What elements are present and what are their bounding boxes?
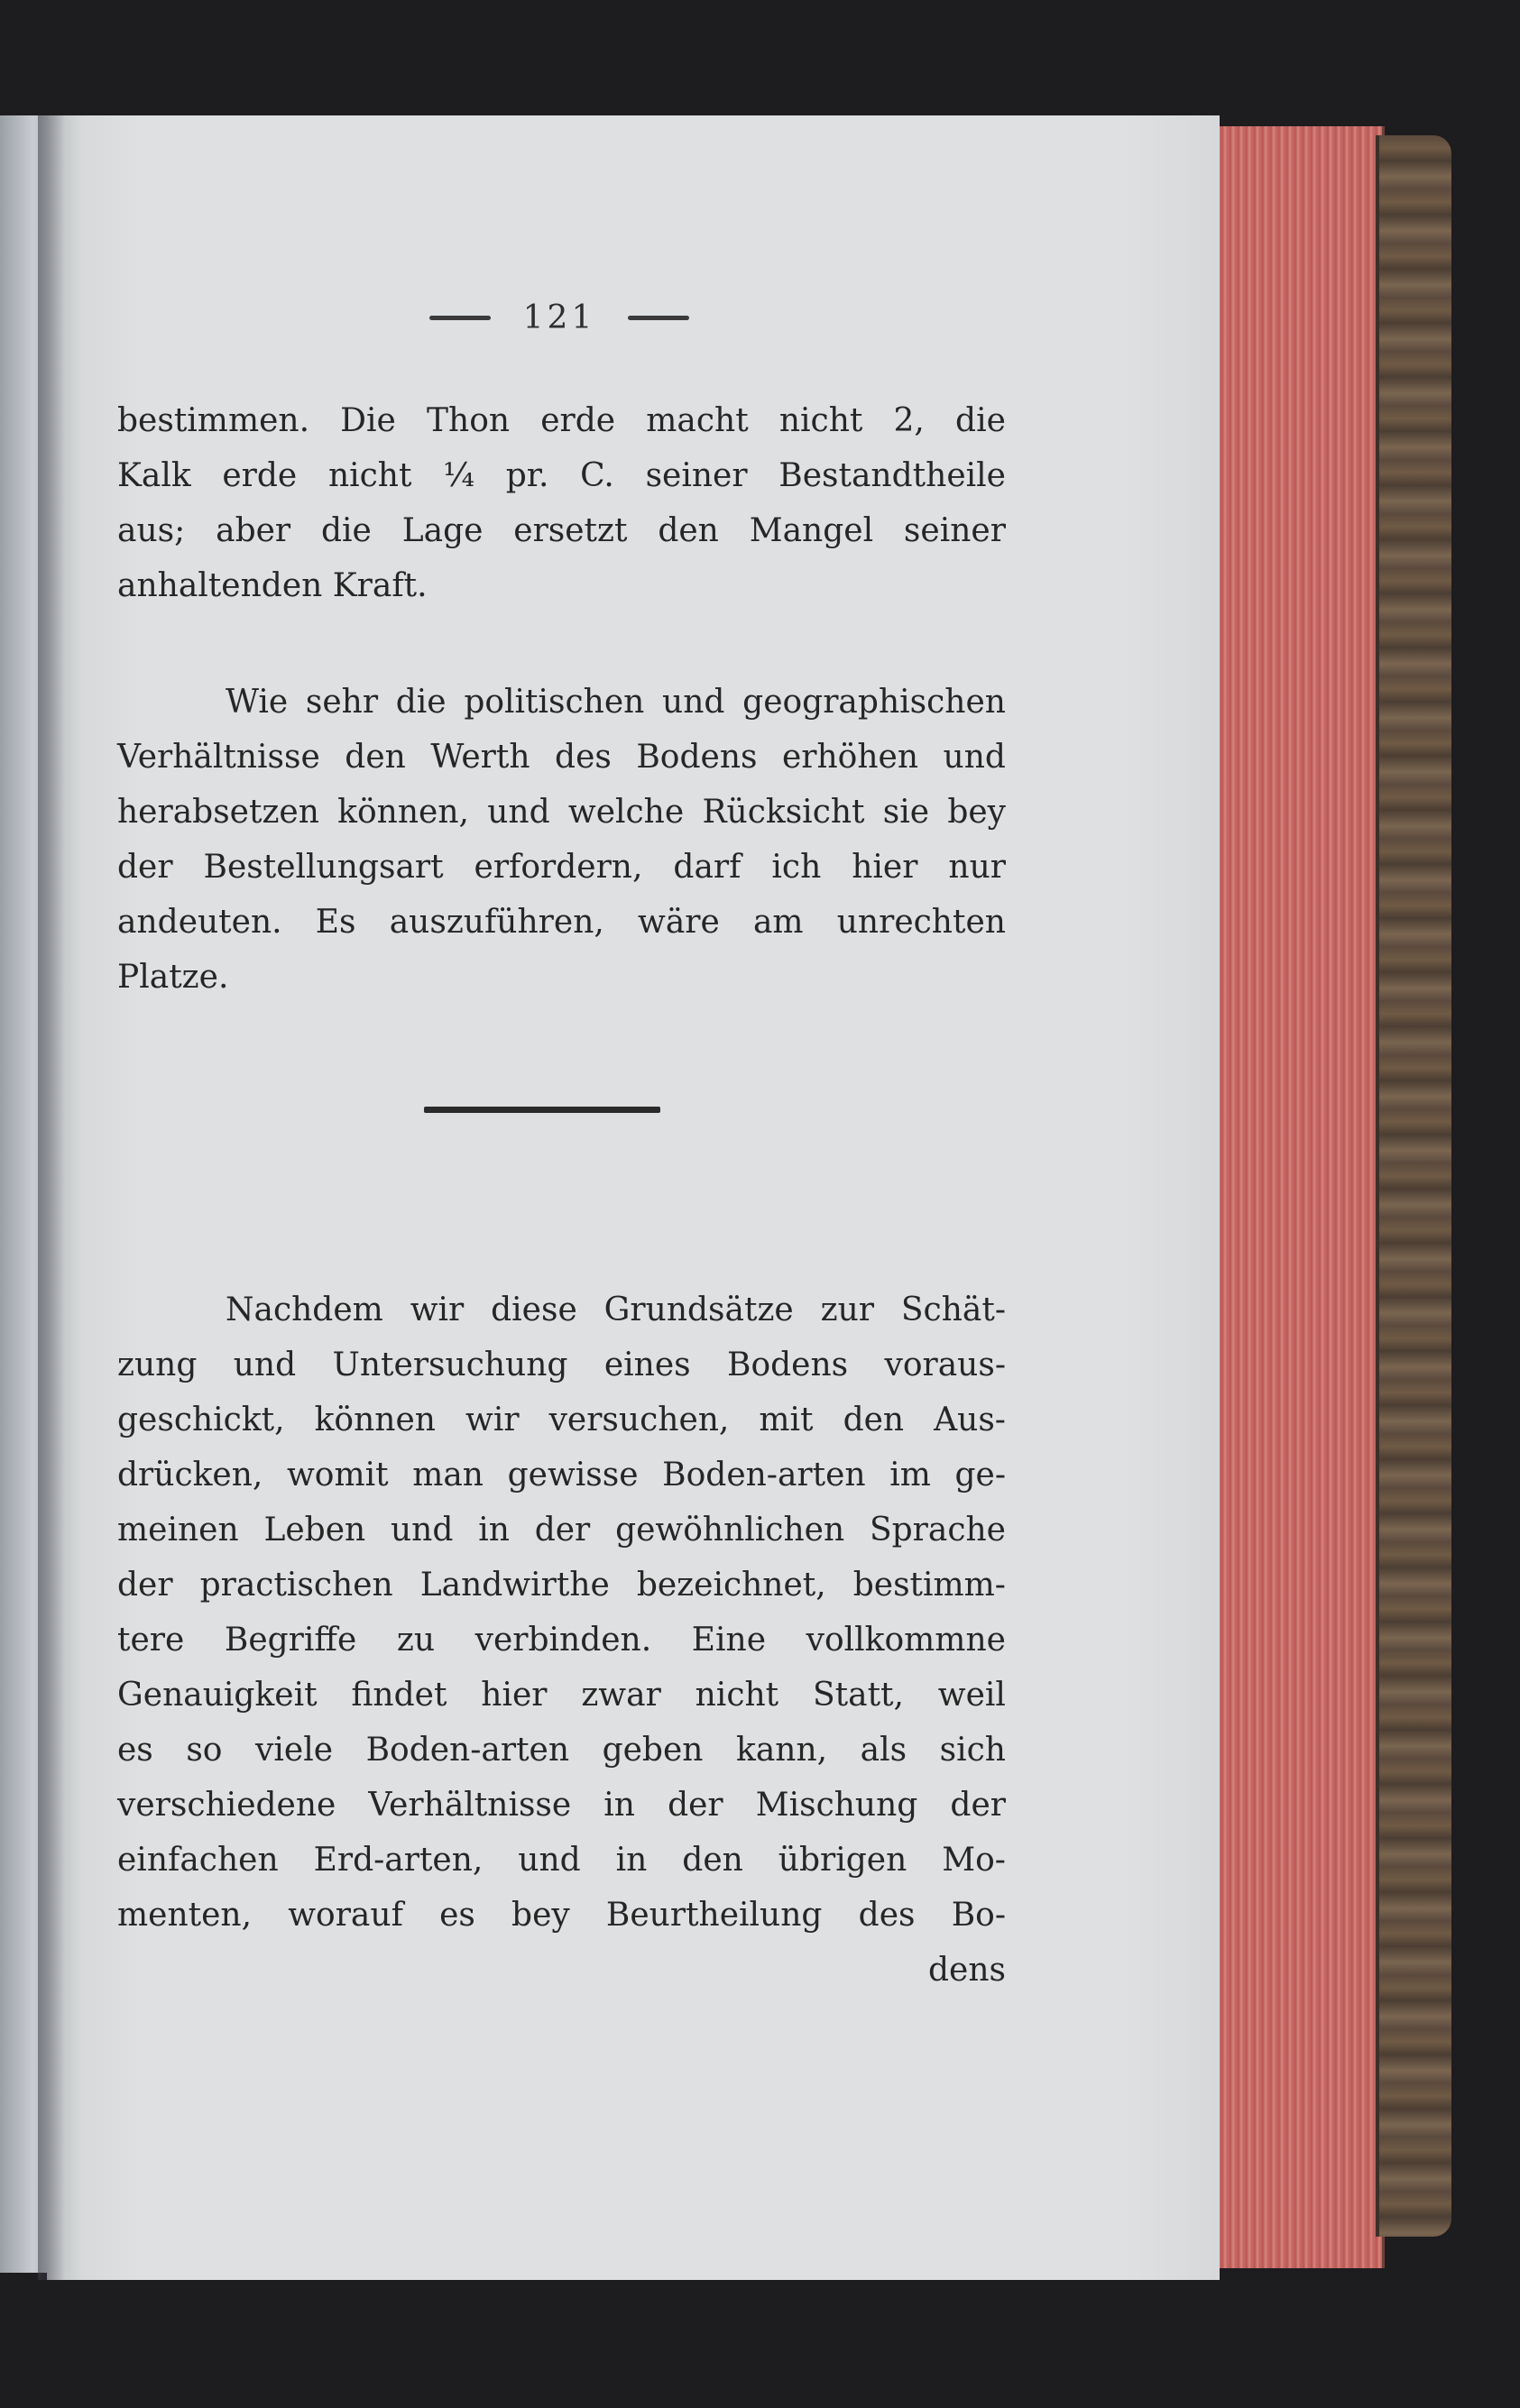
text-line: der Bestellungsart erfordern, darf ich hier nur (117, 849, 1006, 886)
paragraph-1 (117, 393, 1006, 613)
catchword: dens (927, 1952, 1006, 1989)
paragraph-3 (117, 1282, 1006, 1998)
text-line: aus; aber die Lage ersetzt den Mangel seiner (117, 512, 1006, 549)
text-line: tere Begriffe zu verbinden. Eine vollkommne (117, 1622, 1006, 1659)
text-line: bestimmen. Die Thon erde macht nicht 2, die (117, 402, 1006, 439)
page-header (388, 290, 731, 345)
section-divider-rule (424, 1107, 660, 1113)
text-line: es so viele Boden-arten geben kann, als sich (117, 1732, 1006, 1769)
text-line: Genauigkeit findet hier zwar nicht Statt, weil (117, 1677, 1006, 1714)
text-line: geschickt, können wir versuchen, mit den Aus- (117, 1402, 1006, 1438)
text-line: andeuten. Es auszuführen, wäre am unrechten (117, 904, 1006, 941)
text-line: Verhältnisse den Werth des Bodens erhöhen und (117, 739, 1006, 776)
text-line: Kalk erde nicht ¼ pr. C. seiner Bestandtheile (117, 457, 1006, 494)
text-line: menten, worauf es bey Beurtheilung des Bo- (117, 1897, 1006, 1934)
text-line: anhaltenden Kraft. (117, 567, 428, 604)
text-line: Wie sehr die politischen und geographischen (226, 684, 1006, 721)
gutter-shadow (38, 115, 65, 2280)
text-line: Platze. (117, 959, 229, 996)
marbled-binding (1376, 135, 1451, 2237)
text-line: einfachen Erd-arten, und in den übrigen Mo- (117, 1842, 1006, 1879)
red-page-edges (1220, 126, 1385, 2268)
header-dash-left (429, 316, 491, 320)
text-line: Nachdem wir diese Grundsätze zur Schät- (226, 1291, 1006, 1328)
text-line: drücken, womit man gewisse Boden-arten im ge- (117, 1457, 1006, 1494)
page-number: 121 (522, 299, 596, 336)
text-line: verschiedene Verhältnisse in der Mischung der (117, 1787, 1006, 1824)
text-line: herabsetzen können, und welche Rücksicht sie bey (117, 794, 1006, 831)
text-line: zung und Untersuchung eines Bodens voraus- (117, 1346, 1006, 1383)
paragraph-2 (117, 675, 1006, 1005)
text-line: meinen Leben und in der gewöhnlichen Sprache (117, 1512, 1006, 1549)
text-line: der practischen Landwirthe bezeichnet, bestimm- (117, 1567, 1006, 1604)
header-dash-right (628, 316, 689, 320)
